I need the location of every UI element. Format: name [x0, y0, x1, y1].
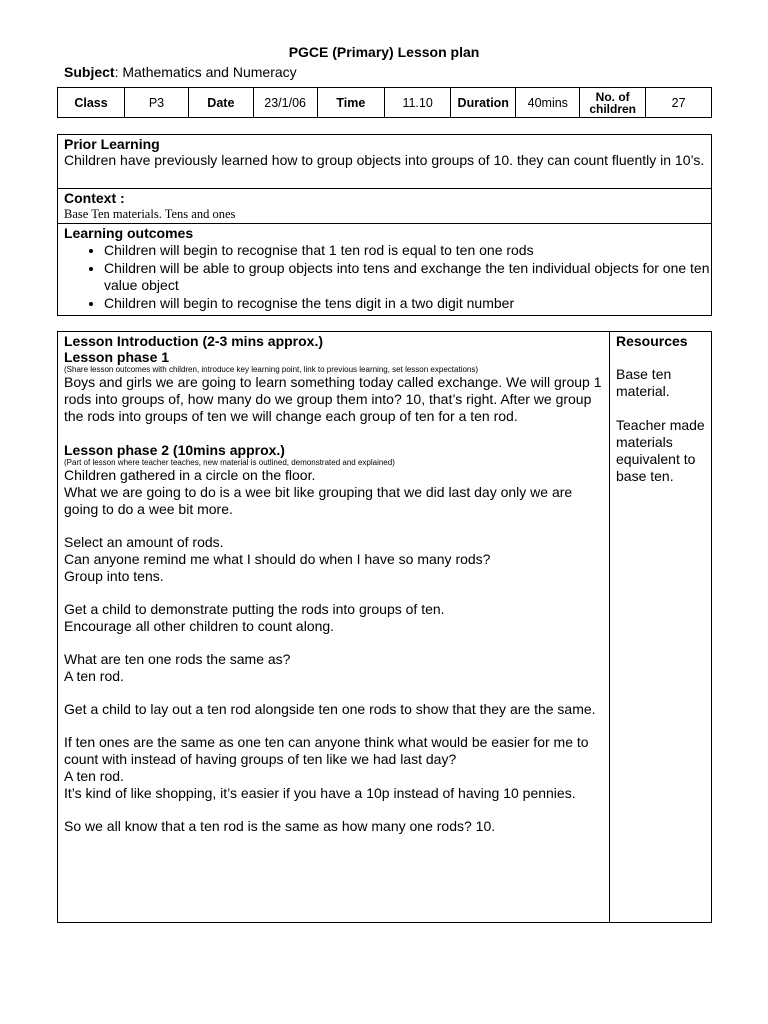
lesson-paragraph: Group into tens. — [64, 568, 164, 584]
lesson-box — [57, 331, 712, 923]
lesson-info-table — [57, 87, 712, 118]
context-text: Base Ten materials. Tens and ones — [64, 207, 236, 221]
time-value: 11.10 — [385, 88, 451, 118]
list-item: • Children will begin to recognise the tens digit in a two digit number — [104, 295, 711, 312]
learning-outcomes-heading: Learning outcomes — [64, 225, 194, 241]
children-label-line2: children — [589, 101, 636, 116]
learning-box — [57, 134, 712, 316]
lesson-paragraph: What are ten one rods the same as? — [64, 651, 291, 667]
lesson-paragraph: What we are going to do is a wee bit like grouping that we did last day only we are going to do a wee bit more. — [64, 484, 573, 517]
lesson-phase1-heading: Lesson phase 1 — [64, 349, 170, 365]
lesson-paragraph: It’s kind of like shopping, it’s easier if you have a 10p instead of having 10 pennies. — [64, 785, 576, 801]
lesson-paragraph: Get a child to demonstrate putting the rods into groups of ten. — [64, 601, 445, 617]
context-section — [58, 189, 711, 224]
subject-label: Subject — [64, 64, 115, 80]
lesson-phase1-text: Boys and girls we are going to learn something today called exchange. We will group 1 rods into groups of, how many do we group them into? 10, that’s right. After we group the rods into groups of ten we will change each group of ten for a ten rod. — [64, 374, 602, 424]
date-label: Date — [188, 88, 253, 118]
prior-learning-heading: Prior Learning — [64, 136, 160, 152]
resource-item: Teacher made materials equivalent to base ten. — [616, 417, 705, 484]
list-item: • Children will be able to group objects into tens and exchange the ten individual objects for one ten value object — [104, 260, 711, 294]
lesson-paragraph: A ten rod. — [64, 668, 124, 684]
lesson-paragraph: Select an amount of rods. — [64, 534, 224, 550]
lesson-phase1-note: (Share lesson outcomes with children, introduce key learning point, link to previous learning, set lesson expectations) — [64, 365, 478, 374]
lesson-paragraph: A ten rod. — [64, 768, 124, 784]
lesson-main-column — [58, 332, 610, 922]
lesson-paragraph: Get a child to lay out a ten rod alongside ten one rods to show that they are the same. — [64, 701, 596, 717]
lesson-paragraph: If ten ones are the same as one ten can anyone think what would be easier for me to count with instead of having groups of ten like we had last day? — [64, 734, 589, 767]
document-title: PGCE (Primary) Lesson plan — [288, 44, 480, 60]
class-value: P3 — [125, 88, 189, 118]
prior-learning-text: Children have previously learned how to group objects into groups of 10. they can count fluently in 10’s. — [64, 152, 705, 168]
resource-item: Base ten material. — [616, 366, 672, 399]
lesson-intro-heading: Lesson Introduction (2-3 mins approx.) — [64, 333, 324, 349]
duration-label: Duration — [451, 88, 516, 118]
lesson-paragraph: So we all know that a ten rod is the same as how many one rods? 10. — [64, 818, 496, 834]
context-heading: Context : — [64, 190, 125, 206]
date-value: 23/1/06 — [253, 88, 317, 118]
prior-learning-section — [58, 135, 711, 189]
subject-line — [64, 64, 297, 80]
list-item: • Children will begin to recognise that 1 ten rod is equal to ten one rods — [104, 242, 711, 259]
children-label — [580, 88, 646, 118]
lesson-paragraph: Children gathered in a circle on the floor. — [64, 467, 316, 483]
children-value: 27 — [646, 88, 712, 118]
time-label: Time — [317, 88, 385, 118]
duration-value: 40mins — [516, 88, 580, 118]
class-label: Class — [58, 88, 125, 118]
children-label-line1: No. of — [595, 89, 630, 104]
resources-heading: Resources — [616, 333, 688, 349]
lesson-paragraph: Encourage all other children to count along. — [64, 618, 335, 634]
resources-column — [610, 332, 711, 922]
lesson-phase2-heading: Lesson phase 2 (10mins approx.) — [64, 442, 285, 458]
lesson-paragraph: Can anyone remind me what I should do when I have so many rods? — [64, 551, 491, 567]
learning-outcomes-section — [58, 224, 711, 315]
learning-outcomes-list — [58, 242, 711, 312]
lesson-phase2-note: (Part of lesson where teacher teaches, new material is outlined, demonstrated and explained) — [64, 458, 395, 467]
subject-value: : Mathematics and Numeracy — [114, 64, 297, 80]
lesson-info-row — [58, 88, 712, 118]
